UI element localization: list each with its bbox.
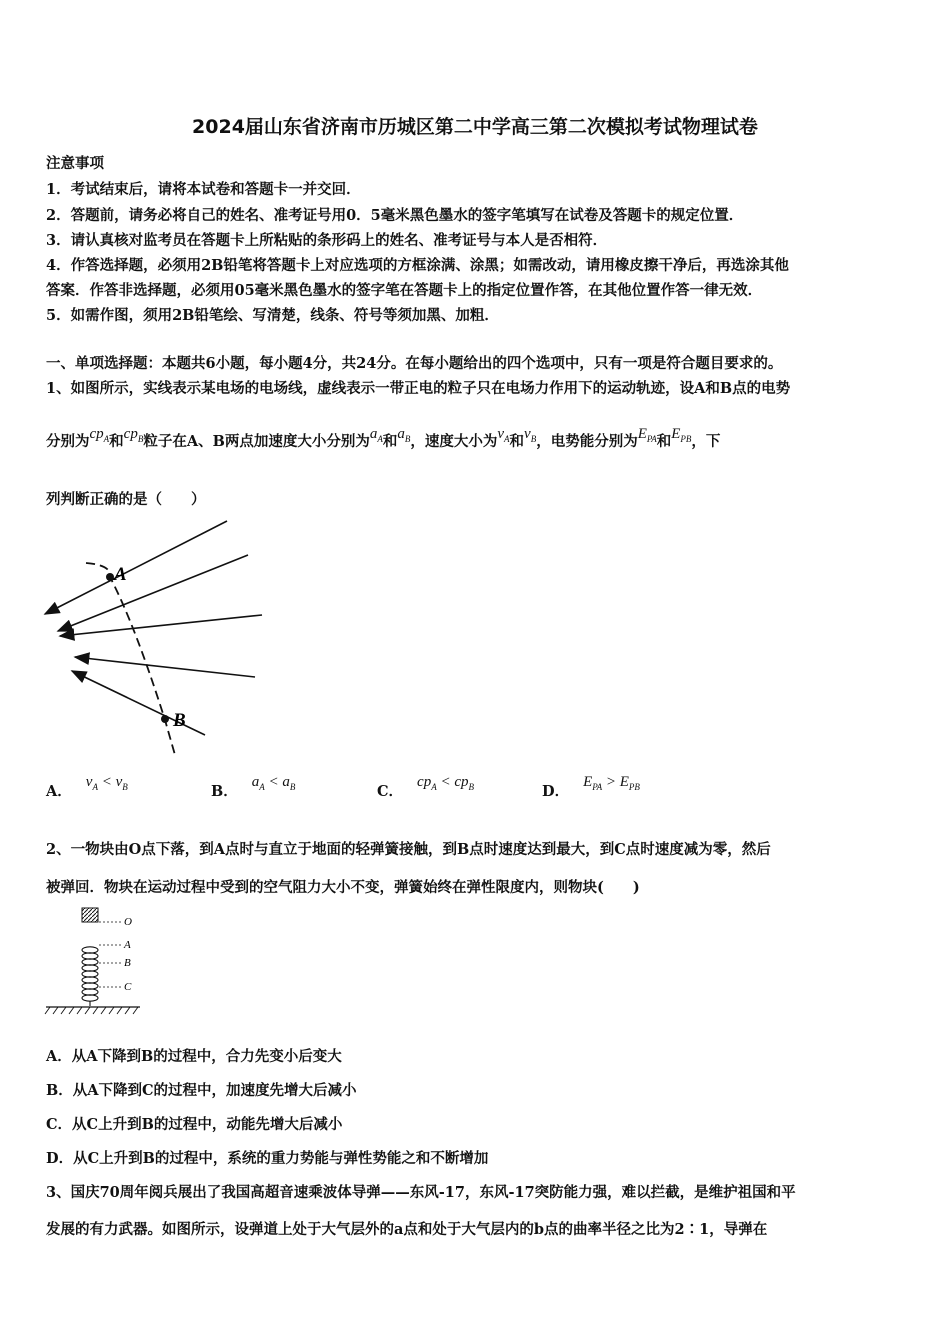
q2-line2: 被弹回．物块在运动过程中受到的空气阻力大小不变，弹簧始终在弹性限度内，则物块( ) [46,879,640,896]
q1-option-b[interactable]: B．$a_A < a_B$ [211,774,296,800]
note-item-5: 5．如需作图，须用2B铅笔绘、写清楚，线条、符号等须加黑、加粗． [46,307,499,324]
q2-line1: 2、一物块由O点下落，到A点时与直立于地面的轻弹簧接触，到B点时速度达到最大，到C点时速度减为零，然后 [46,841,771,858]
symbol-aA: $a_A$ [369,426,383,444]
notes-heading: 注意事项 [46,155,104,172]
symbol-vB: $v_B$ [524,426,537,444]
q1-line1: 1、如图所示，实线表示某电场的电场线，虚线表示一带正电的粒子只在电场力作用下的运动轨迹，设A和B点的电势 [46,380,791,397]
symbol-cpA: $cp_A$ [89,426,110,444]
symbol-cpB: $cp_B$ [123,426,144,444]
q1-text-a: 分别为 [46,433,90,450]
q1-option-d[interactable]: D．$E_{PA} > E_{PB}$ [542,774,640,800]
q2-option-c[interactable]: C．从C上升到B的过程中，动能先增大后减小 [46,1116,343,1133]
q1-line3: 列判断正确的是（ ） [46,491,206,508]
q1-option-c[interactable]: C．$cp_A < cp_B$ [377,774,475,800]
note-item-4-cont: 答案．作答非选择题，必须用05毫米黑色墨水的签字笔在答题卡上的指定位置作答，在其他位置作答一律无效． [46,282,763,299]
label-c: C [124,981,132,993]
electric-field-figure [40,515,270,760]
label-b: B [173,710,186,731]
symbol-vA: $v_A$ [497,426,510,444]
q1-line2 [46,426,721,452]
q3-line1: 3、国庆70周年阅兵展出了我国高超音速乘波体导弹——东风-17，东风-17突防能力强，难以拦截，是维护祖国和平 [46,1184,796,1201]
label-b: B [124,957,131,969]
page-title: 2024届山东省济南市历城区第二中学高三第二次模拟考试物理试卷 [192,116,758,138]
option-a-expr: $v_A < v_B$ [85,774,128,792]
option-c-expr: $cp_A < cp_B$ [417,774,475,792]
q2-option-a[interactable]: A．从A下降到B的过程中，合力先变小后变大 [46,1048,342,1065]
symbol-aB: $a_B$ [397,426,411,444]
q2-option-b[interactable]: B．从A下降到C的过程中，加速度先增大后减小 [46,1082,357,1099]
q2-option-d[interactable]: D．从C上升到B的过程中，系统的重力势能与弹性势能之和不断增加 [46,1150,489,1167]
q1-text-b: 和 [109,433,124,450]
spring-coil [82,947,98,1006]
note-item-4: 4．作答选择题，必须用2B铅笔将答题卡上对应选项的方框涂满、涂黑；如需改动，请用橡皮擦干净后，再选涂其他 [46,257,789,274]
block [82,908,98,922]
note-item-3: 3．请认真核对监考员在答题卡上所粘贴的条形码上的姓名、准考证号与本人是否相符． [46,232,608,249]
q1-text-e: ，速度大小为 [410,433,498,450]
q1-text-f: 和 [509,433,525,450]
point-a-dot [106,573,114,581]
spring-figure [44,905,144,1017]
q1-text-h: 和 [656,433,672,450]
q1-text-d: 和 [382,433,398,450]
section-heading: 一、单项选择题：本题共6小题，每小题4分，共24分。在每小题给出的四个选项中，只有一项是符合题目要求的。 [46,355,783,372]
q1-text-g: ，电势能分别为 [536,433,638,450]
note-item-2: 2．答题前，请务必将自己的姓名、准考证号用0．5毫米黑色墨水的签字笔填写在试卷及答题卡的规定位置． [46,207,744,224]
note-item-1: 1．考试结束后，请将本试卷和答题卡一并交回． [46,181,361,198]
q1-text-c: 粒子在A、B两点加速度大小分别为 [143,433,370,450]
label-a: A [114,564,127,585]
point-b-dot [161,715,169,723]
q3-line2: 发展的有力武器。如图所示，设弹道上处于大气层外的a点和处于大气层内的b点的曲率半径之比为2∶1，导弹在 [46,1221,768,1238]
option-b-expr: $a_A < a_B$ [251,774,296,792]
symbol-EPA: $E_{PA}$ [637,426,657,444]
label-o: O [124,916,132,928]
field-line [75,657,255,677]
symbol-EPB: $E_{PB}$ [671,426,692,444]
option-d-expr: $E_{PA} > E_{PB}$ [583,774,640,792]
q1-option-a[interactable]: A．$v_A < v_B$ [46,774,128,800]
label-a: A [124,939,131,951]
q1-text-i: ，下 [691,433,721,450]
